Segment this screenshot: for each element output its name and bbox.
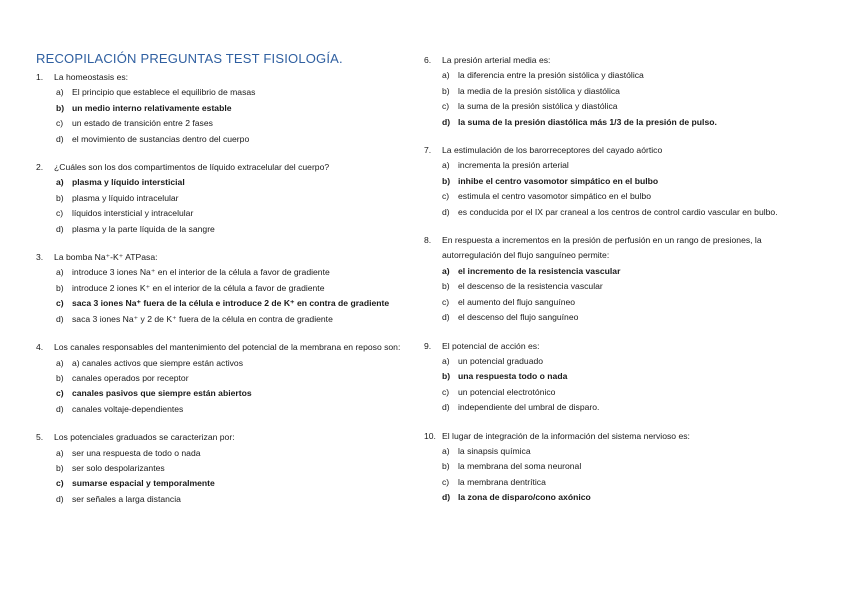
option-text: saca 3 iones Na⁺ y 2 de K⁺ fuera de la célula en contra de gradiente: [72, 313, 333, 324]
option-text: ser señales a larga distancia: [72, 493, 181, 504]
option-text: la sinapsis química: [458, 445, 531, 456]
option-letter: a): [56, 267, 64, 278]
option-text: el aumento del flujo sanguíneo: [458, 296, 576, 307]
option-text: líquidos intersticial y intracelular: [72, 208, 194, 219]
option-correct: [442, 115, 814, 130]
option: [442, 444, 814, 459]
option-text: ser una respuesta de todo o nada: [72, 447, 201, 458]
option-letter: c): [56, 208, 64, 219]
option-letter: a): [442, 355, 450, 366]
option-letter: b): [56, 372, 64, 383]
option-letter: c): [442, 296, 450, 307]
option: [56, 206, 408, 221]
option-text: a) canales activos que siempre están activos: [72, 357, 244, 368]
document-title: RECOPILACIÓN PREGUNTAS TEST FISIOLOGÍA.: [36, 51, 343, 66]
option-correct: [56, 101, 408, 116]
option-letter: c): [442, 386, 450, 397]
option-letter: a): [442, 160, 450, 171]
option: [442, 205, 814, 220]
option: [56, 402, 408, 417]
option-letter: b): [442, 281, 450, 292]
option: [442, 189, 814, 204]
option-text: el descenso del flujo sanguíneo: [458, 312, 579, 323]
option-text: un medio interno relativamente estable: [72, 102, 232, 113]
option-text: el movimiento de sustancias dentro del cuerpo: [72, 133, 250, 144]
option-letter: d): [56, 133, 64, 144]
question-9: [424, 339, 814, 416]
option-letter: c): [442, 191, 450, 202]
option-text: una respuesta todo o nada: [458, 371, 568, 382]
question-4: [36, 340, 408, 417]
question-text: La homeostasis es:: [54, 72, 129, 82]
option-letter: d): [56, 223, 64, 234]
question-1: [36, 70, 408, 147]
option-letter: d): [442, 116, 451, 127]
option: [56, 312, 408, 327]
option-letter: d): [56, 493, 64, 504]
question-text: El potencial de acción es:: [442, 340, 540, 351]
option: [56, 371, 408, 386]
option-text: canales voltaje-dependientes: [72, 403, 184, 414]
question-text: La bomba Na⁺-K⁺ ATPasa:: [54, 252, 158, 263]
question-number: 2.: [36, 162, 44, 173]
question-number: 3.: [36, 252, 44, 263]
option-text: la membrana dentrítica: [458, 476, 546, 487]
option-letter: c): [56, 388, 64, 399]
question-6: [424, 53, 814, 130]
option-text: incrementa la presión arterial: [458, 160, 569, 171]
option-letter: b): [56, 282, 64, 293]
option-letter: b): [56, 102, 65, 113]
option-text: sumarse espacial y temporalmente: [72, 478, 215, 489]
question-10: [424, 429, 814, 506]
option-text: la zona de disparo/cono axónico: [458, 492, 591, 503]
option-letter: c): [442, 476, 450, 487]
option: [56, 461, 408, 476]
option-text: el incremento de la resistencia vascular: [458, 265, 621, 276]
question-3: [36, 250, 408, 327]
question-2: [36, 160, 408, 237]
option: [56, 116, 408, 131]
option-correct: [56, 296, 408, 311]
option: [442, 385, 814, 400]
option: [442, 400, 814, 415]
option-letter: b): [56, 462, 64, 473]
option: [442, 99, 814, 114]
option-text: un potencial electrotónico: [458, 386, 556, 397]
option-letter: d): [56, 403, 64, 414]
option-letter: c): [56, 298, 64, 309]
right-column: [424, 53, 814, 506]
option-letter: a): [442, 70, 450, 81]
option-text: independiente del umbral de disparo.: [458, 402, 600, 413]
question-number: 6.: [424, 55, 432, 65]
option: [56, 132, 408, 147]
option: [442, 84, 814, 99]
option-text: plasma y la parte líquida de la sangre: [72, 223, 215, 234]
option: [56, 85, 408, 100]
option-correct: [56, 386, 408, 401]
option-letter: d): [56, 313, 64, 324]
question-text: La estimulación de los barorreceptores del cayado aórtico: [442, 145, 663, 156]
option-text: ser solo despolarizantes: [72, 462, 165, 473]
option-text: la diferencia entre la presión sistólica y diastólica: [458, 70, 644, 81]
question-text: En respuesta a incrementos en la presión de perfusión en un rango de presiones, la autorregulación del flujo sanguíneo permite:: [442, 235, 762, 261]
option-letter: a): [56, 357, 64, 368]
option: [56, 356, 408, 371]
option-letter: d): [442, 312, 450, 323]
option-text: plasma y líquido intersticial: [72, 177, 185, 188]
option: [442, 459, 814, 474]
question-number: 10.: [424, 430, 436, 441]
option-letter: c): [442, 101, 450, 112]
option-letter: c): [56, 118, 64, 129]
option: [442, 354, 814, 369]
option-text: la media de la presión sistólica y diastólica: [458, 85, 620, 96]
option: [442, 68, 814, 83]
option-letter: a): [56, 447, 64, 458]
option-text: introduce 3 iones Na⁺ en el interior de la célula a favor de gradiente: [72, 267, 330, 278]
option-text: inhibe el centro vasomotor simpático en el bulbo: [458, 175, 659, 186]
option-letter: a): [56, 87, 64, 98]
option-letter: a): [442, 265, 450, 276]
option: [442, 475, 814, 490]
question-number: 5.: [36, 432, 44, 443]
option-text: canales operados por receptor: [72, 372, 189, 383]
question-number: 1.: [36, 72, 44, 82]
question-number: 4.: [36, 342, 44, 353]
question-8: [424, 233, 814, 325]
question-text: Los potenciales graduados se caracterizan por:: [54, 432, 235, 443]
option-text: plasma y líquido intracelular: [72, 192, 179, 203]
option-text: el descenso de la resistencia vascular: [458, 281, 603, 292]
question-text: Los canales responsables del mantenimiento del potencial de la membrana en reposo son:: [54, 342, 401, 353]
option: [442, 310, 814, 325]
option-text: canales pasivos que siempre están abiertos: [72, 388, 252, 399]
question-text: La presión arterial media es:: [442, 55, 551, 65]
option-correct: [442, 174, 814, 189]
option-text: es conducida por el IX par craneal a los centros de control cardio vascular en bulbo.: [458, 206, 778, 217]
option: [56, 265, 408, 280]
option-text: la suma de la presión sistólica y diastólica: [458, 101, 618, 112]
option-correct: [442, 490, 814, 505]
option-letter: b): [442, 371, 451, 382]
option-text: El principio que establece el equilibrio de masas: [72, 87, 256, 98]
option: [442, 279, 814, 294]
question-text: ¿Cuáles son los dos compartimentos de líquido extracelular del cuerpo?: [54, 162, 330, 173]
option-correct: [56, 175, 408, 190]
option: [56, 492, 408, 507]
option: [56, 281, 408, 296]
option-text: la suma de la presión diastólica más 1/3 de la presión de pulso.: [458, 116, 717, 127]
option-letter: b): [442, 85, 450, 96]
option-correct: [56, 476, 408, 491]
option-text: la membrana del soma neuronal: [458, 461, 582, 472]
option-text: un estado de transición entre 2 fases: [72, 118, 213, 129]
question-number: 8.: [424, 235, 432, 246]
option: [442, 295, 814, 310]
option: [56, 191, 408, 206]
option-letter: a): [56, 177, 64, 188]
option-correct: [442, 264, 814, 279]
option-correct: [442, 369, 814, 384]
option: [56, 446, 408, 461]
option: [56, 222, 408, 237]
option-letter: b): [442, 175, 451, 186]
option-letter: a): [442, 445, 450, 456]
option-letter: d): [442, 402, 450, 413]
option: [442, 158, 814, 173]
option-letter: c): [56, 478, 64, 489]
question-number: 7.: [424, 145, 432, 156]
option-letter: b): [56, 192, 64, 203]
option-text: estimula el centro vasomotor simpático en el bulbo: [458, 191, 651, 202]
option-text: un potencial graduado: [458, 355, 544, 366]
option-letter: d): [442, 492, 451, 503]
option-text: introduce 2 iones K⁺ en el interior de la célula a favor de gradiente: [72, 282, 325, 293]
question-number: 9.: [424, 340, 432, 351]
left-column: [36, 70, 408, 507]
option-letter: b): [442, 461, 450, 472]
question-5: [36, 430, 408, 507]
question-text: El lugar de integración de la información del sistema nervioso es:: [442, 430, 690, 441]
question-7: [424, 143, 814, 220]
option-letter: d): [442, 206, 450, 217]
option-text: saca 3 iones Na⁺ fuera de la célula e introduce 2 de K⁺ en contra de gradiente: [72, 298, 390, 309]
